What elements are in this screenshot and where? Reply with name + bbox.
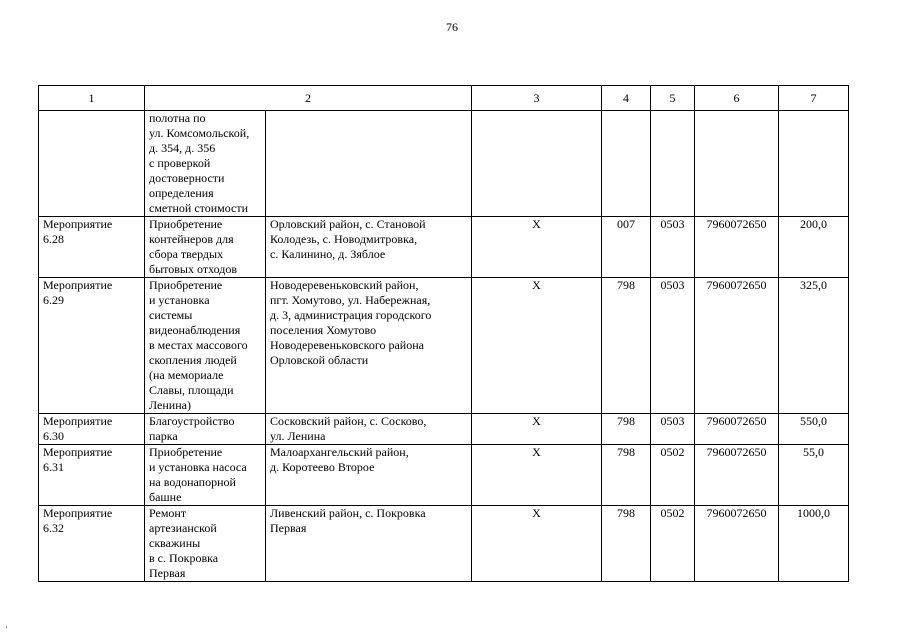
amount-cell: 200,0 [779,217,849,278]
amount-cell: 325,0 [779,278,849,414]
event-name-cell: Приобретение и установка насоса на водонапорной башне [145,445,266,506]
table-row [39,111,849,217]
section-cell: 0503 [651,278,695,414]
marker-cell: X [472,278,602,414]
code-cell: 798 [602,414,651,445]
header-col-7: 7 [779,86,849,111]
event-id-cell: Мероприятие 6.29 [39,278,145,414]
header-col-6: 6 [695,86,779,111]
budget-table [38,85,849,582]
event-name-cell: Приобретение контейнеров для сбора твердых бытовых отходов [145,217,266,278]
header-col-5: 5 [651,86,695,111]
event-id-cell: Мероприятие 6.32 [39,506,145,582]
code-cell: 007 [602,217,651,278]
table-row [39,445,849,506]
header-col-1: 1 [39,86,145,111]
event-name-cell: полотна по ул. Комсомольской, д. 354, д. 356 с проверкой достоверности определения сметной стоимости [145,111,266,217]
page-number: 76 [446,20,458,34]
event-location-cell: Малоархангельский район, д. Коротеево Второе [266,445,472,506]
marker-cell [472,111,602,217]
table-row [39,506,849,582]
marker-cell: X [472,414,602,445]
table-row [39,217,849,278]
event-location-cell: Новодеревеньковский район, пгт. Хомутово, ул. Набережная, д. 3, администрация городского поселения Хомутово Новодеревеньковского района Орловской области [266,278,472,414]
header-col-3: 3 [472,86,602,111]
header-col-4: 4 [602,86,651,111]
code-cell: 798 [602,278,651,414]
event-id-cell: Мероприятие 6.30 [39,414,145,445]
marker-cell: X [472,506,602,582]
amount-cell: 1000,0 [779,506,849,582]
event-name-cell: Приобретение и установка системы видеонаблюдения в местах массового скопления людей (на мемориале Славы, площади Ленина) [145,278,266,414]
target-code-cell: 7960072650 [695,414,779,445]
margin-mark: ' [6,625,8,634]
target-code-cell: 7960072650 [695,445,779,506]
event-name-cell: Благоустройство парка [145,414,266,445]
table-row [39,278,849,414]
code-cell: 798 [602,445,651,506]
event-location-cell: Ливенский район, с. Покровка Первая [266,506,472,582]
section-cell: 0503 [651,414,695,445]
header-col-2: 2 [145,86,472,111]
code-cell: 798 [602,506,651,582]
section-cell: 0502 [651,445,695,506]
event-id-cell [39,111,145,217]
section-cell: 0502 [651,506,695,582]
amount-cell: 550,0 [779,414,849,445]
marker-cell: X [472,445,602,506]
target-code-cell [695,111,779,217]
marker-cell: X [472,217,602,278]
code-cell [602,111,651,217]
amount-cell [779,111,849,217]
section-cell [651,111,695,217]
event-location-cell: Сосковский район, с. Сосково, ул. Ленина [266,414,472,445]
event-id-cell: Мероприятие 6.31 [39,445,145,506]
target-code-cell: 7960072650 [695,278,779,414]
event-location-cell [266,111,472,217]
header-row [39,86,849,111]
target-code-cell: 7960072650 [695,217,779,278]
event-location-cell: Орловский район, с. Становой Колодезь, с. Новодмитровка, с. Калинино, д. Зяблое [266,217,472,278]
section-cell: 0503 [651,217,695,278]
target-code-cell: 7960072650 [695,506,779,582]
event-id-cell: Мероприятие 6.28 [39,217,145,278]
table-row [39,414,849,445]
event-name-cell: Ремонт артезианской скважины в с. Покровка Первая [145,506,266,582]
amount-cell: 55,0 [779,445,849,506]
